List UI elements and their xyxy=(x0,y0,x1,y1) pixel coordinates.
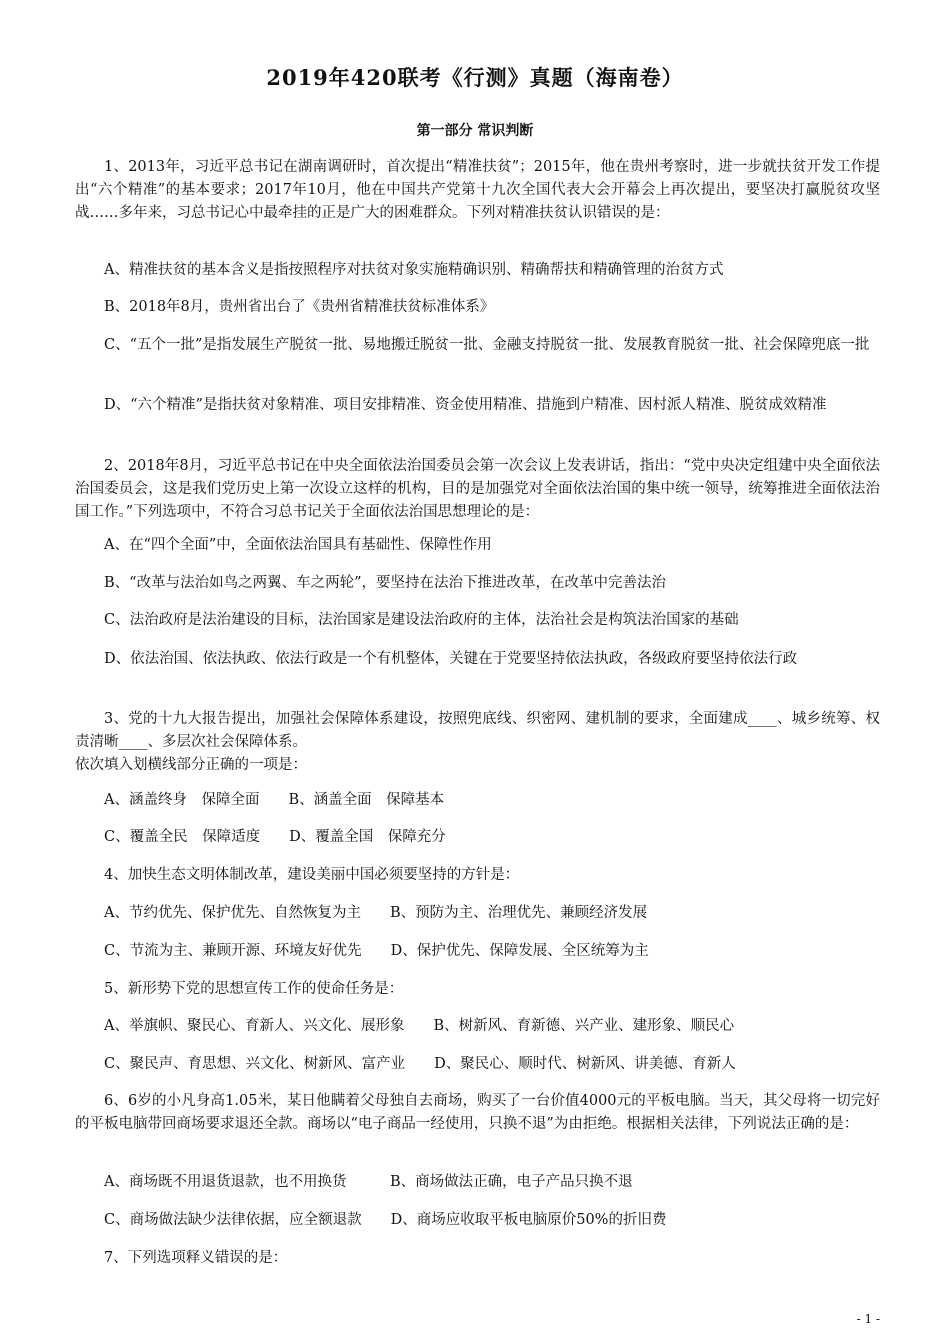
question-5-options-ab: A、举旗帜、聚民心、育新人、兴文化、展形象 B、树新风、育新德、兴产业、建形象、顺民心 xyxy=(104,1018,735,1034)
question-1-option-d: D、“六个精准”是指扶贫对象精准、项目安排精准、资金使用精准、措施到户精准、因村派人精准、脱贫成效精准 xyxy=(104,397,827,413)
question-2-stem: 2、2018年8月，习近平总书记在中央全面依法治国委员会第一次会议上发表讲话，指出：“党中央决定组建中央全面依法治国委员会，这是我们党历史上第一次设立这样的机构，目的是加强党对全面依法治国的集中统一领导，统筹推进全面依法治国工作。”下列选项中，不符合习总书记关于全面依法治国思想理论的是： xyxy=(75,458,880,520)
question-4-options-cd: C、节流为主、兼顾开源、环境友好优先 D、保护优先、保障发展、全区统筹为主 xyxy=(104,943,649,959)
question-5-stem: 5、新形势下党的思想宣传工作的使命任务是： xyxy=(104,981,404,997)
question-4-stem: 4、加快生态文明体制改革，建设美丽中国必须要坚持的方针是： xyxy=(104,867,520,883)
question-3-stem: 3、党的十九大报告提出，加强社会保障体系建设，按照兜底线、织密网、建机制的要求，全面建成____、城乡统筹、权责清晰____、多层次社会保障体系。 xyxy=(75,711,880,750)
question-5-options-cd: C、聚民声、育思想、兴文化、树新风、富产业 D、聚民心、顺时代、树新风、讲美德、育新人 xyxy=(104,1056,736,1072)
question-3-instruction: 依次填入划横线部分正确的一项是： xyxy=(75,757,307,773)
section-heading: 第一部分 常识判断 xyxy=(416,123,534,139)
question-7-stem: 7、下列选项释义错误的是： xyxy=(104,1250,288,1266)
document-title: 2019年420联考《行测》真题（海南卷） xyxy=(266,65,684,90)
question-2-option-c: C、法治政府是法治建设的目标，法治国家是建设法治政府的主体，法治社会是构筑法治国家的基础 xyxy=(104,612,739,628)
question-2-option-b: B、“改革与法治如鸟之两翼、车之两轮”，要坚持在法治下推进改革，在改革中完善法治 xyxy=(104,575,666,591)
question-3-options-ab: A、涵盖终身 保障全面 B、涵盖全面 保障基本 xyxy=(104,792,445,808)
question-6-stem: 6、6岁的小凡身高1.05米，某日他瞒着父母独自去商场，购买了一台价值4000元的平板电脑。当天，其父母将一切完好的平板电脑带回商场要求退还全款。商场以“电子商品一经使用，只换不退”为由拒绝。根据相关法律，下列说法正确的是： xyxy=(75,1093,880,1132)
question-6-options-ab: A、商场既不用退货退款，也不用换货 B、商场做法正确，电子产品只换不退 xyxy=(104,1174,633,1190)
question-2-option-d: D、依法治国、依法执政、依法行政是一个有机整体，关键在于党要坚持依法执政，各级政府要坚持依法行政 xyxy=(104,651,798,667)
question-1-option-c: C、“五个一批”是指发展生产脱贫一批、易地搬迁脱贫一批、金融支持脱贫一批、发展教育脱贫一批、社会保障兜底一批 xyxy=(104,337,870,353)
question-3-options-cd: C、覆盖全民 保障适度 D、覆盖全国 保障充分 xyxy=(104,829,446,845)
question-6-options-cd: C、商场做法缺少法律依据，应全额退款 D、商场应收取平板电脑原价50%的折旧费 xyxy=(104,1212,667,1228)
question-4-options-ab: A、节约优先、保护优先、自然恢复为主 B、预防为主、治理优先、兼顾经济发展 xyxy=(104,905,648,921)
question-1-option-b: B、2018年8月，贵州省出台了《贵州省精准扶贫标准体系》 xyxy=(104,299,495,315)
question-1-option-a: A、精准扶贫的基本含义是指按照程序对扶贫对象实施精确识别、精确帮扶和精确管理的治贫方式 xyxy=(104,262,724,278)
page-number: - 1 - xyxy=(856,1312,880,1326)
question-2-option-a: A、在“四个全面”中，全面依法治国具有基础性、保障性作用 xyxy=(104,537,492,553)
question-1-stem: 1、2013年，习近平总书记在湖南调研时，首次提出“精准扶贫”；2015年，他在贵州考察时，进一步就扶贫开发工作提出“六个精准”的基本要求；2017年10月，他在中国共产党第十九次全国代表大会开幕会上再次提出，要坚决打赢脱贫攻坚战……多年来，习总书记心中最牵挂的正是广大的困难群众。下列对精准扶贫认识错误的是： xyxy=(75,159,880,221)
